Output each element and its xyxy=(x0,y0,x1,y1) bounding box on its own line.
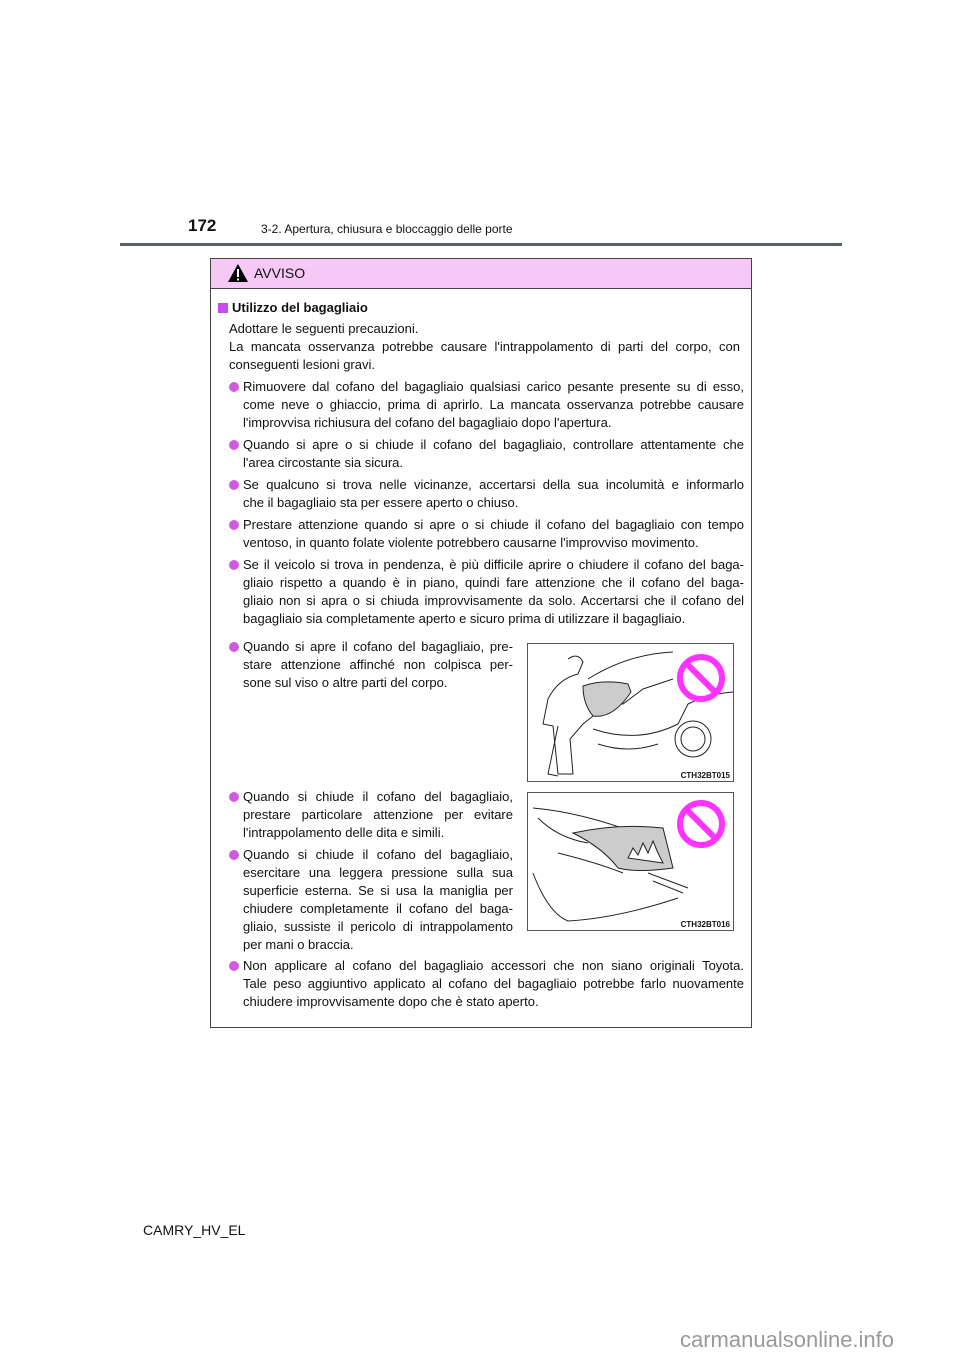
bullet-item xyxy=(229,476,744,512)
warning-triangle-icon xyxy=(227,263,249,283)
header-rule xyxy=(120,243,842,246)
heading-text: Utilizzo del bagagliaio xyxy=(232,300,368,315)
model-code: CAMRY_HV_EL xyxy=(143,1222,246,1238)
circle-bullet-icon xyxy=(229,382,239,392)
circle-bullet-icon xyxy=(229,520,239,530)
illustration-opening-trunk xyxy=(527,643,734,782)
bullet-item xyxy=(229,638,513,692)
bullet-item xyxy=(229,846,513,954)
bullet-line: come neve o ghiaccio, prima di aprirlo. La mancata osservanza potrebbe causare xyxy=(243,397,744,412)
bullet-list xyxy=(229,788,513,958)
bullet-list xyxy=(229,638,513,696)
bullet-line: gliaio rispetto a quando è in piano, quindi fare attenzione che il cofano del baga- xyxy=(243,575,744,590)
bullet-line: chiudere improvvisamente dopo che è stato aperto. xyxy=(243,994,539,1009)
bullet-line: chiudere completamente il cofano del baga- xyxy=(243,901,513,916)
bullet-line: che il bagagliaio sta per essere aperto o chiuso. xyxy=(243,495,519,510)
bullet-line: l'intrappolamento delle dita e simili. xyxy=(243,825,445,840)
bullet-line: ventoso, in quanto folate violente potrebbero causarne l'improvviso movimento. xyxy=(243,535,699,550)
circle-bullet-icon xyxy=(229,642,239,652)
bullet-line: bagagliaio sia completamente aperto e sicuro prima di utilizzare il bagagliaio. xyxy=(243,611,686,626)
bullet-line: Rimuovere dal cofano del bagagliaio qualsiasi carico pesante presente su di esso, xyxy=(243,379,744,394)
bullet-line: l'area circostante sia sicura. xyxy=(243,455,403,470)
bullet-item xyxy=(229,436,744,472)
bullet-line: Se qualcuno si trova nelle vicinanze, accertarsi della sua incolumità e informarlo xyxy=(243,477,744,492)
bullet-line: gliaio non si apra o si chiuda improvvisamente da solo. Accertarsi che il cofano del xyxy=(243,593,744,608)
bullet-line: Se il veicolo si trova in pendenza, è più difficile aprire o chiudere il cofano del baga- xyxy=(243,557,744,572)
bullet-line: prestare particolare attenzione per evitare xyxy=(243,807,513,822)
warning-title: AVVISO xyxy=(254,265,306,281)
intro-line: La mancata osservanza potrebbe causare l'intrappolamento di parti del corpo, con xyxy=(229,339,740,354)
bullet-item xyxy=(229,378,744,432)
bullet-line: Quando si apre il cofano del bagagliaio, pre- xyxy=(243,639,513,654)
circle-bullet-icon xyxy=(229,440,239,450)
bullet-line: Quando si chiude il cofano del bagagliaio, xyxy=(243,847,513,862)
prohibited-icon xyxy=(676,653,726,703)
watermark: carmanualsonline.info xyxy=(680,1327,895,1352)
warning-header xyxy=(211,259,751,289)
bullet-line: l'improvvisa richiusura del cofano del bagagliaio dopo l'apertura. xyxy=(243,415,612,430)
intro-line: conseguenti lesioni gravi. xyxy=(229,357,375,372)
bullet-line: stare attenzione affinché non colpisca per- xyxy=(243,657,513,672)
circle-bullet-icon xyxy=(229,850,239,860)
bullet-line: Quando si chiude il cofano del bagagliaio, xyxy=(243,789,513,804)
bullet-line: Prestare attenzione quando si apre o si chiude il cofano del bagagliaio con tempo xyxy=(243,517,744,532)
bullet-line: Tale peso aggiuntivo applicato al cofano del bagagliaio potrebbe farlo nuovamente xyxy=(243,976,744,991)
bullet-line: Non applicare al cofano del bagagliaio accessori che non siano originali Toyota. xyxy=(243,958,744,973)
prohibited-icon xyxy=(676,799,726,849)
figure-code: CTH32BT015 xyxy=(680,771,730,780)
bullet-line: sone sul viso o altre parti del corpo. xyxy=(243,675,448,690)
bullet-item xyxy=(229,788,513,842)
square-bullet-icon xyxy=(218,303,228,313)
circle-bullet-icon xyxy=(229,961,239,971)
circle-bullet-icon xyxy=(229,792,239,802)
circle-bullet-icon xyxy=(229,560,239,570)
section-title: 3-2. Apertura, chiusura e bloccaggio delle porte xyxy=(261,222,513,236)
bullet-list xyxy=(229,378,744,632)
intro-line: Adottare le seguenti precauzioni. xyxy=(229,321,419,336)
illustration-closing-trunk xyxy=(527,792,734,931)
bullet-item xyxy=(229,516,744,552)
circle-bullet-icon xyxy=(229,480,239,490)
bullet-line: per mani o braccia. xyxy=(243,937,354,952)
bullet-line: esercitare una leggera pressione sulla sua xyxy=(243,865,513,880)
bullet-item xyxy=(229,957,744,1011)
figure-code: CTH32BT016 xyxy=(680,920,730,929)
intro-text xyxy=(229,320,740,374)
bullet-list xyxy=(229,957,744,1015)
bullet-line: Quando si apre o si chiude il cofano del bagagliaio, controllare attentamente che xyxy=(243,437,744,452)
warning-heading xyxy=(218,299,368,317)
bullet-line: gliaio, sussiste il pericolo di intrappolamento xyxy=(243,919,513,934)
bullet-line: superficie esterna. Se si usa la maniglia per xyxy=(243,883,513,898)
page-number: 172 xyxy=(188,216,217,235)
bullet-item xyxy=(229,556,744,628)
